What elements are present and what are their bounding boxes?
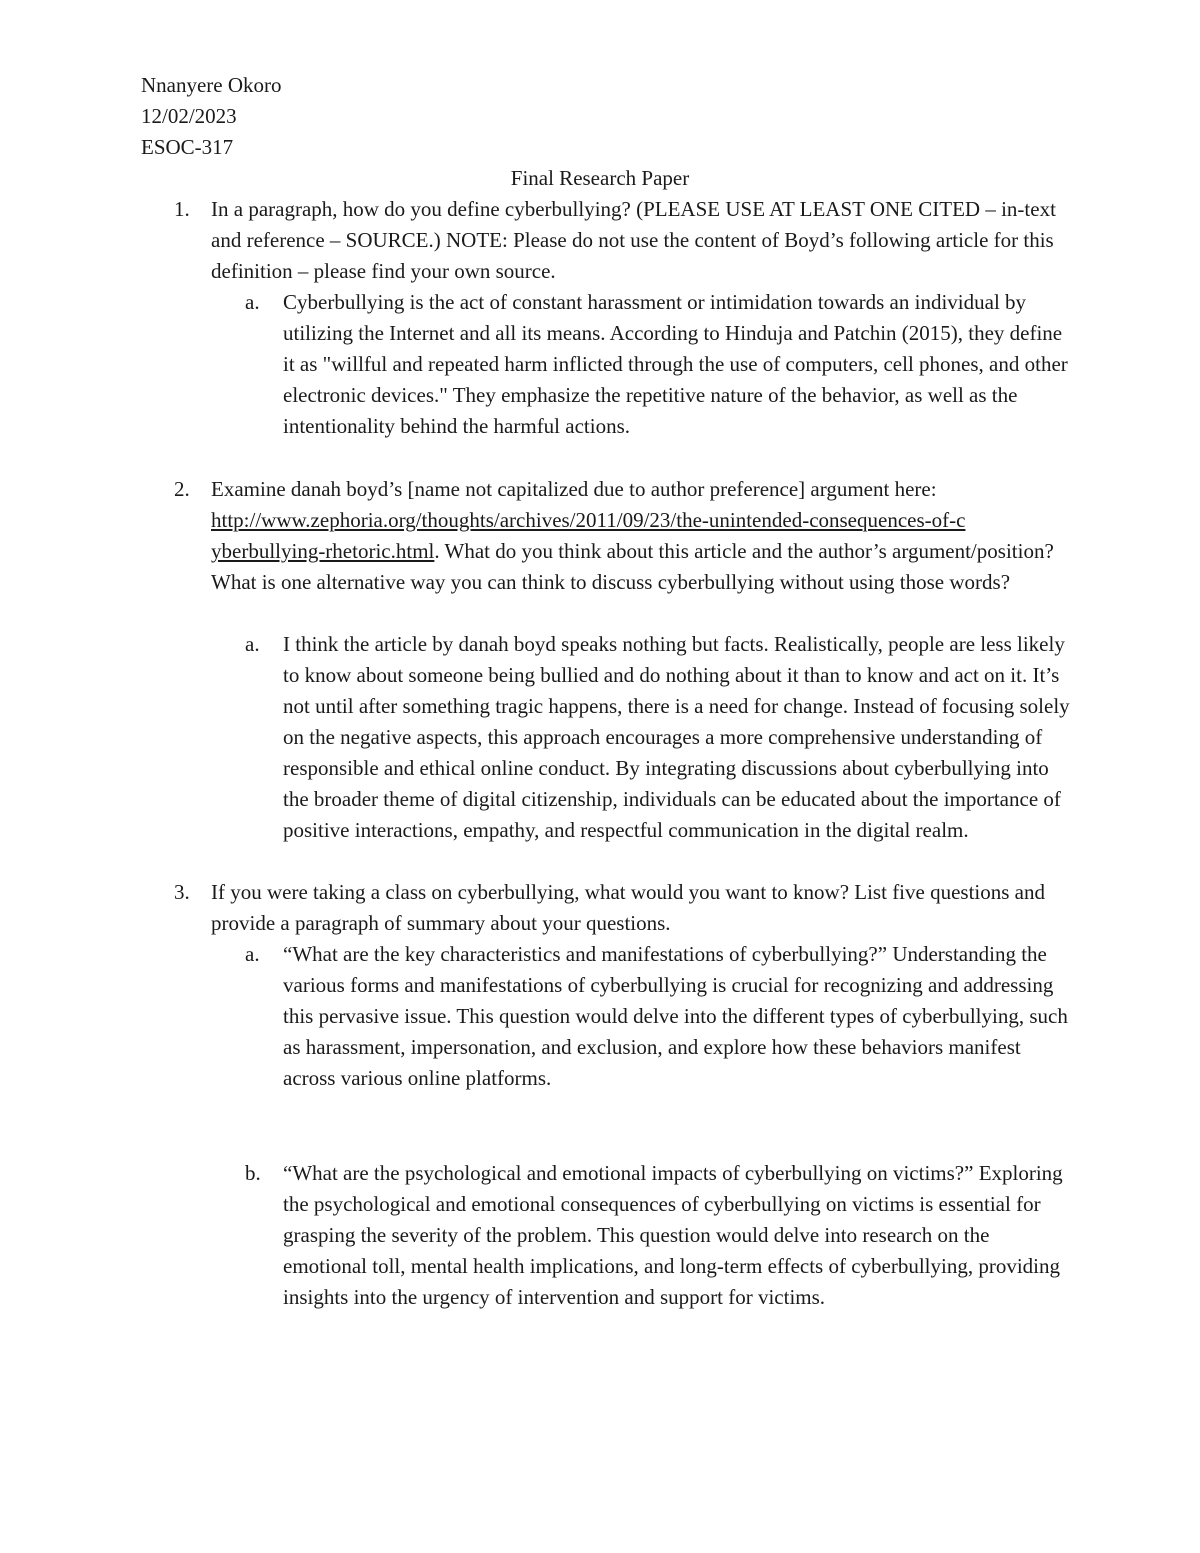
question-3 — [174, 877, 1071, 939]
course-code: ESOC-317 — [141, 135, 234, 159]
question-text: If you were taking a class on cyberbullying, what would you want to know? List five questions and provide a paragraph of summary about your questions. — [211, 880, 1045, 935]
answer-letter: a. — [245, 290, 260, 314]
answer-letter: b. — [245, 1161, 261, 1185]
answer-text: “What are the key characteristics and manifestations of cyberbullying?” Understanding the various forms and manifestations of cyberbullying is crucial for recognizing and addressing this pervasive issue. This question would delve into the different types of cyberbullying, such as harassment, impersonation, and exclusion, and explore how these behaviors manifest across various online platforms. — [283, 942, 1068, 1090]
question-text — [211, 474, 1071, 598]
answer-text: Cyberbullying is the act of constant harassment or intimidation towards an individual by utilizing the Internet and all its means. According to Hinduja and Patchin (2015), they define it as "willful and repeated harm inflicted through the use of computers, cell phones, and other electronic devices." They emphasize the repetitive nature of the behavior, as well as the intentionality behind the harmful actions. — [283, 290, 1068, 438]
date: 12/02/2023 — [141, 104, 237, 128]
answer-text: “What are the psychological and emotional impacts of cyberbullying on victims?” Exploring the psychological and emotional consequences of cyberbullying on victims is essential for grasping the severity of the problem. This question would delve into research on the emotional toll, mental health implications, and long-term effects of cyberbullying, providing insights into the urgency of intervention and support for victims. — [283, 1161, 1063, 1309]
answer-letter: a. — [245, 942, 260, 966]
question-text-intro: Examine danah boyd’s [name not capitalized due to author preference] argument here: — [211, 477, 937, 501]
question-1 — [174, 194, 1071, 287]
answer-3b — [245, 1158, 1073, 1313]
question-number: 3. — [174, 880, 190, 904]
question-text: In a paragraph, how do you define cyberbullying? (PLEASE USE AT LEAST ONE CITED – in-text and reference – SOURCE.) NOTE: Please do not use the content of Boyd’s following article for this definition – please find your own source. — [211, 197, 1056, 283]
page-title: Final Research Paper — [510, 166, 690, 190]
answer-2a — [245, 629, 1073, 846]
answer-1a — [245, 287, 1073, 442]
question-2 — [174, 474, 1071, 598]
answer-text: I think the article by danah boyd speaks nothing but facts. Realistically, people are less likely to know about someone being bullied and do nothing about it than to know and act on it. It’s not until after something tragic happens, there is a need for change. Instead of focusing solely on the negative aspects, this approach encourages a more comprehensive understanding of responsible and ethical online conduct. By integrating discussions about cyberbullying into the broader theme of digital citizenship, individuals can be educated about the importance of positive interactions, empathy, and respectful communication in the digital realm. — [283, 632, 1070, 842]
question-number: 1. — [174, 197, 190, 221]
answer-letter: a. — [245, 632, 260, 656]
article-link[interactable]: http://www.zephoria.org/thoughts/archives/2011/09/23/the-unintended-consequences-of-c yberbullying-rhetoric.html — [211, 508, 966, 563]
question-text-rest: . What do you think about this article and the author’s argument/position? What is one alternative way you can think to discuss cyberbullying without using those words? — [211, 539, 1054, 594]
question-number: 2. — [174, 477, 190, 501]
author-name: Nnanyere Okoro — [141, 73, 282, 97]
answer-3a — [245, 939, 1073, 1094]
